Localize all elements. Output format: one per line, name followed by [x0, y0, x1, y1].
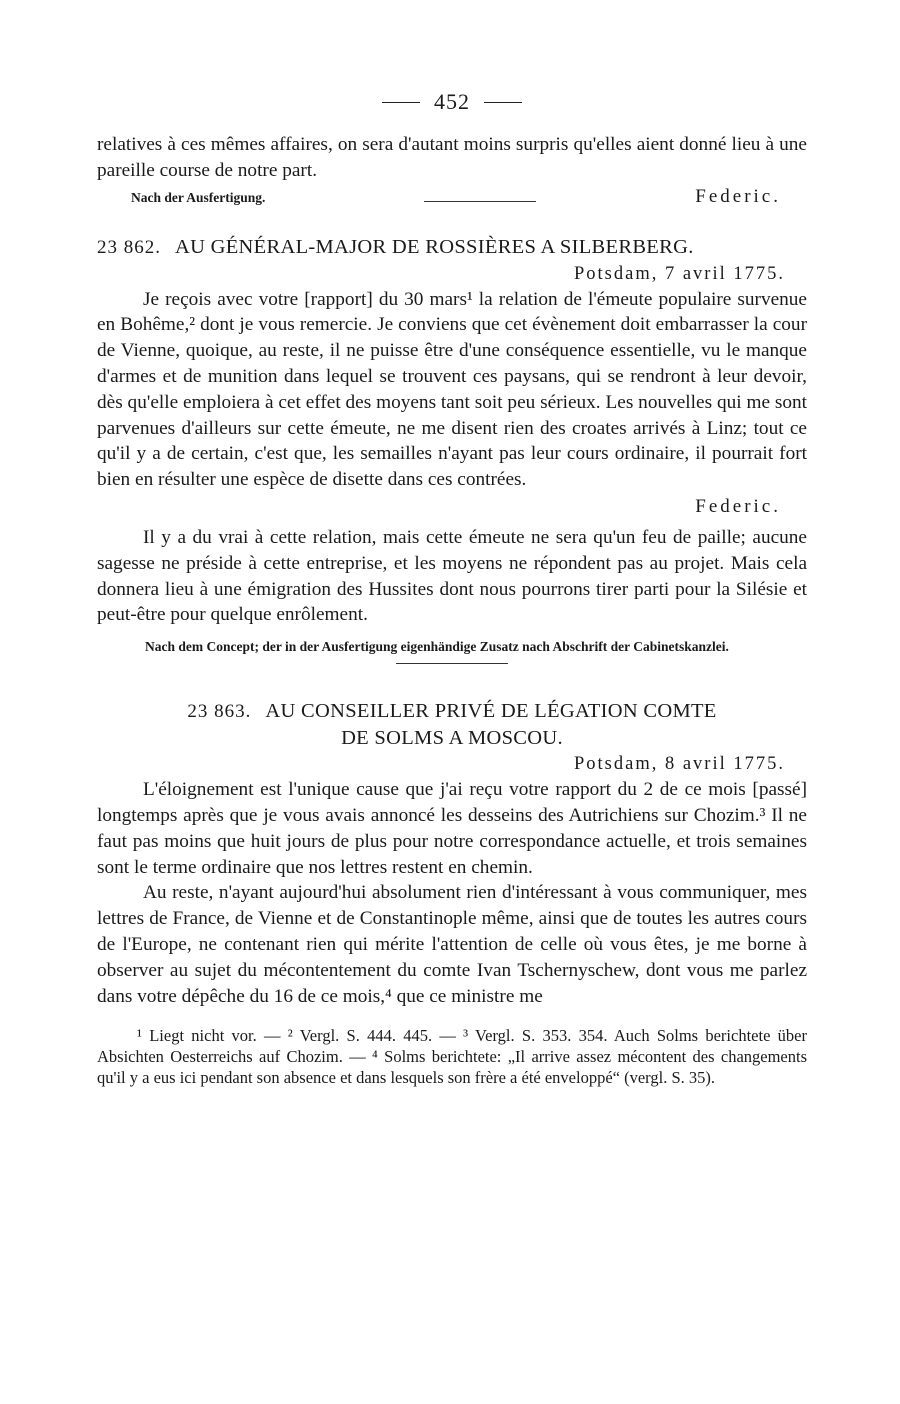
page-header [97, 86, 807, 118]
section-divider [424, 201, 536, 202]
letter-title: AU GÉNÉRAL-MAJOR DE ROSSIÈRES A SILBERBERG. [175, 235, 694, 258]
section-divider [396, 663, 508, 664]
document-page [97, 86, 807, 1088]
continuation-text: relatives à ces mêmes affaires, on sera d'autant moins surpris qu'elles aient donné lieu à une pareille course de notre part. [97, 134, 807, 181]
letter-body: Je reçois avec votre [rapport] du 30 mars¹ la relation de l'émeute populaire survenue en Bohême,² dont je vous remercie. Je conviens que cet évènement doit embarrasser la cour de Vienne, quoique, au reste, il ne puisse être d'une conséquence essentielle, vu le manque d'armes et de munition dans lequel se trouvent ces paysans, qui se rendront à leur devoir, dès qu'elle emploiera à cet effet des moyens tant soit peu sérieux. Les nouvelles qui me sont parvenues d'ailleurs sur cette émeute, ne me disent rien des croates arrivés à Linz; tout ce qu'il y a de certain, c'est que, les semailles n'ayant pas leur cours ordinaire, il pourrait fort bien en résulter une espèce de disette dans ces contrées. [97, 288, 807, 491]
page-number: 452 [434, 89, 470, 114]
postscript: Il y a du vrai à cette relation, mais cette émeute ne sera qu'un feu de paille; aucune sagesse ne préside à cette entreprise, et les moyens ne répondent pas au projet. Mais cela donnera lieu à une émigration des Hussites dont nous pourrons tirer parti pour la Silésie et peut-être pour quelque enrôlement. [97, 526, 807, 626]
source-note: Nach der Ausfertigung. [131, 189, 266, 205]
dateline: Potsdam, 8 avril 1775. [573, 754, 785, 775]
letter-paragraph: Au reste, n'ayant aujourd'hui absolument rien d'intéressant à vous communiquer, mes lettres de France, de Vienne et de Constantinople même, ainsi que de toutes les autres cours de l'Europe, ne contenant rien qui mérite l'attention de celle où vous êtes, je me borne à observer au sujet du mécontentement du comte Ivan Tschernyschew, dont vous me parlez dans votre dépêche du 16 de ce mois,⁴ que ce ministre me [97, 882, 807, 1007]
letter-heading [97, 234, 807, 261]
footnotes: ¹ Liegt nicht vor. — ² Vergl. S. 444. 445. — ³ Vergl. S. 353. 354. Auch Solms berichtete über Absichten Oesterreichs auf Chozim. — ⁴ Solms berichtete: „Il arrive assez mécontent des changements qu'il y a eus ici pendant son absence et dans lesquels son frère a été enveloppé“ (vergl. S. 35). [97, 1026, 807, 1088]
letter-paragraph: L'éloignement est l'unique cause que j'ai reçu votre rapport du 2 de ce mois [passé] longtemps après que je vous avais annoncé les desseins des Autrichiens sur Chozim.³ Il ne faut pas moins que huit jours de plus pour notre correspondance actuelle, et trois semaines sont le terme ordinaire que nos lettres restent en chemin. [97, 779, 807, 878]
header-rule-left [382, 102, 420, 103]
letter-number: 23 863. [187, 701, 252, 723]
letter-title-line2: DE SOLMS A MOSCOU. [341, 727, 563, 750]
letter-title-line1: AU CONSEILLER PRIVÉ DE LÉGATION COMTE [265, 700, 717, 723]
signature: Federic. [695, 495, 781, 517]
continuation-sign-row [97, 186, 807, 208]
signature: Federic. [695, 185, 781, 207]
letter-heading [97, 698, 807, 751]
source-note: Nach dem Concept; der in der Ausfertigung eigenhändige Zusatz nach Abschrift der Cabinetskanzlei. [145, 639, 729, 655]
dateline: Potsdam, 7 avril 1775. [573, 263, 785, 284]
letter-number: 23 862. [97, 236, 161, 258]
header-rule-right [484, 102, 522, 103]
